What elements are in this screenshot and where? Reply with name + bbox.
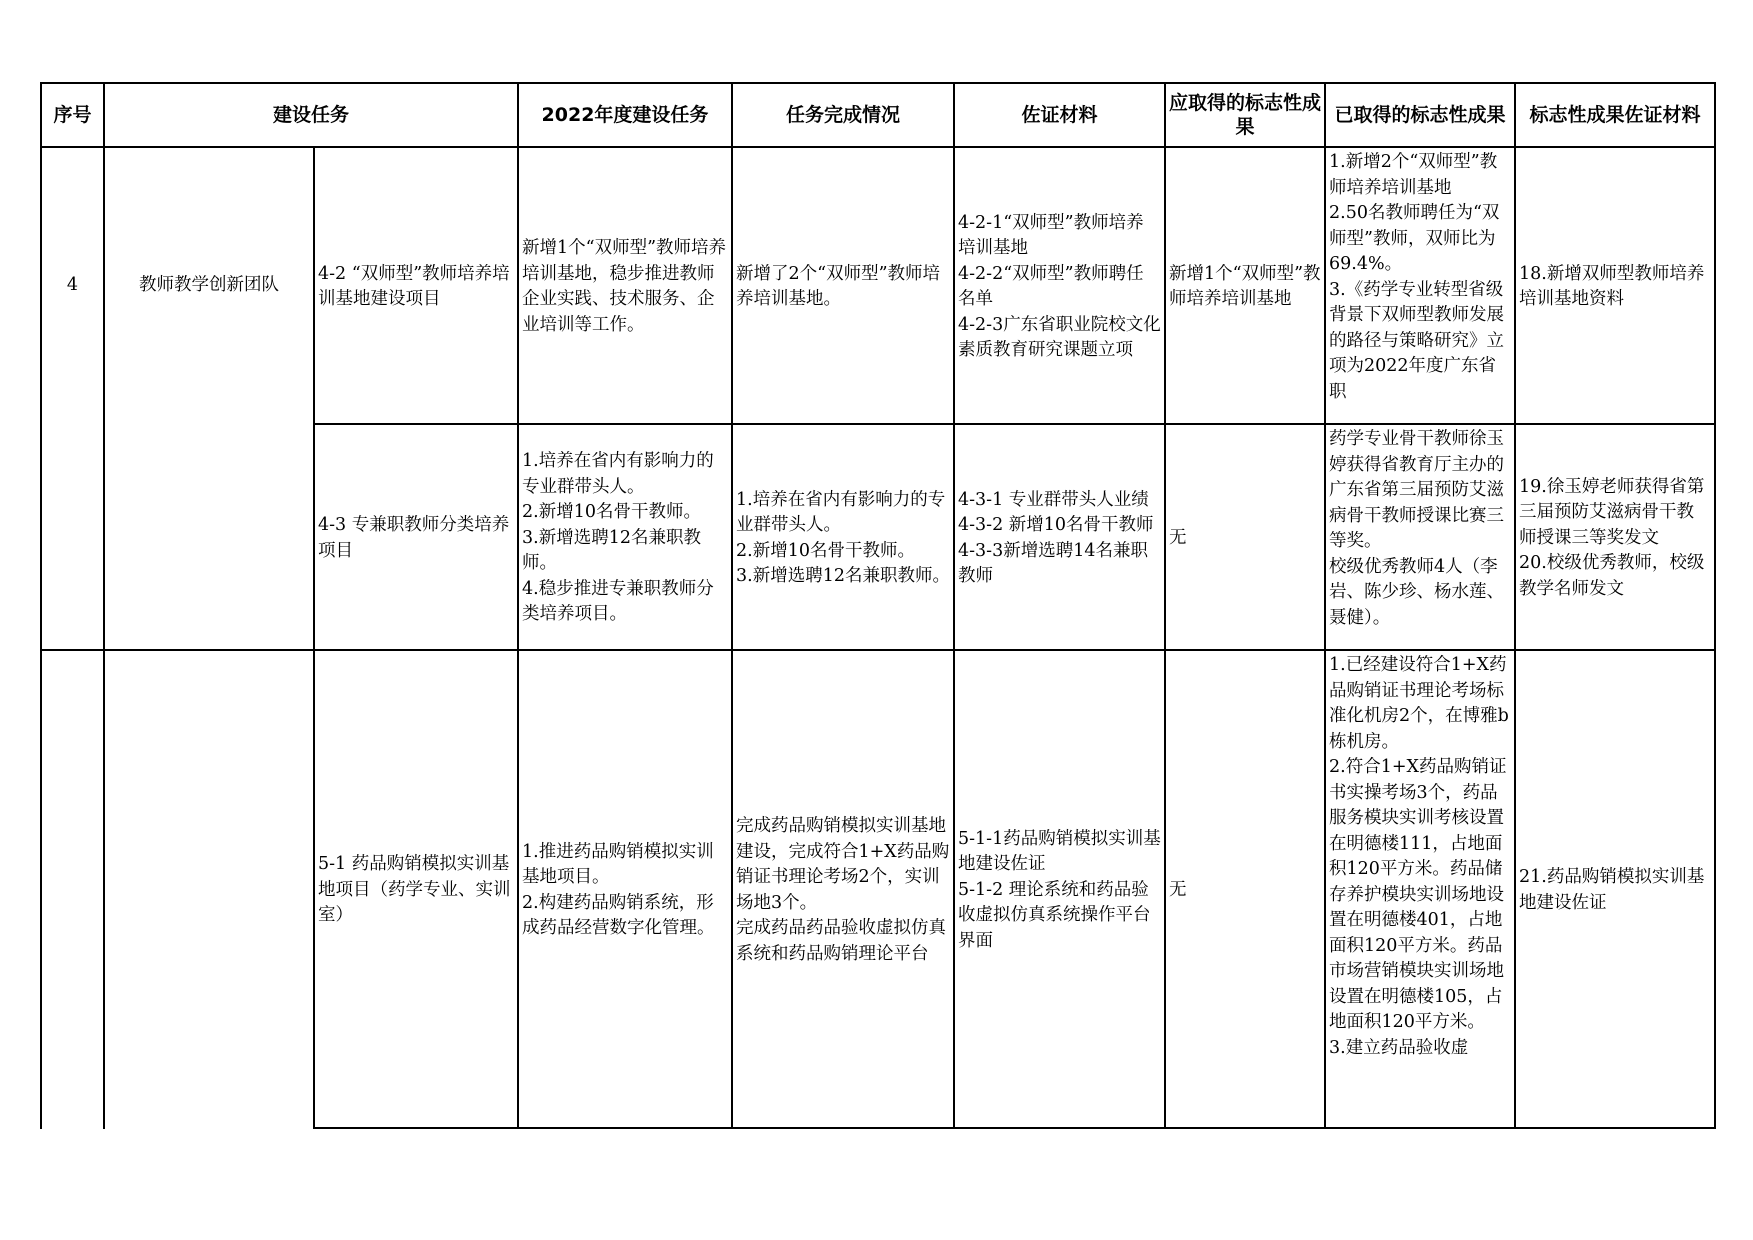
- row-result-evidence: 19.徐玉婷老师获得省第三届预防艾滋病骨干教师授课三等奖发文 20.校级优秀教师，校级教学名师发文: [1519, 476, 1705, 599]
- grid-line: [314, 1127, 1716, 1129]
- grid-line: [1324, 82, 1326, 1129]
- row-subtask: 4-3 专兼职教师分类培养项目: [318, 515, 510, 561]
- header-achieved: 已取得的标志性成果: [1334, 104, 1506, 126]
- row-status: 新增了2个“双师型”教师培养培训基地。: [736, 263, 941, 309]
- grid-line: [314, 423, 1716, 425]
- header-evidence: 佐证材料: [1021, 104, 1098, 126]
- row-category: 教师教学创新团队: [139, 275, 279, 296]
- row-result-evidence: 21.药品购销模拟实训基地建设佐证: [1519, 867, 1705, 913]
- row-expected: 无: [1169, 527, 1187, 548]
- header-2022-task: 2022年度建设任务: [541, 104, 709, 126]
- row-evidence: 4-3-1 专业群带头人业绩 4-3-2 新增10名骨干教师 4-3-3新增选聘14名兼职教师: [958, 489, 1154, 586]
- grid-line: [731, 82, 733, 1129]
- row-index: [41, 651, 104, 1128]
- grid-line: [40, 146, 1716, 148]
- header-status: 任务完成情况: [785, 104, 900, 126]
- header-expected: 应取得的标志性成果: [1169, 92, 1322, 138]
- row-category: [104, 651, 314, 1128]
- grid-line: [40, 82, 1716, 84]
- row-task-2022: 1.培养在省内有影响力的专业群带头人。 2.新增10名骨干教师。 3.新增选聘12名兼职教师。 4.稳步推进专兼职教师分类培养项目。: [522, 451, 714, 625]
- row-evidence: 4-2-1“双师型”教师培养培训基地 4-2-2“双师型”教师聘任名单 4-2-3广东省职业院校文化素质教育研究课题立项: [958, 212, 1161, 360]
- row-achieved: 1.新增2个“双师型”教师培养培训基地 2.50名教师聘任为“双师型”教师，双师比为69.4%。 3.《药学专业转型省级背景下双师型教师发展的路径与策略研究》立项为2022年度广东省职: [1329, 152, 1504, 402]
- row-expected: 新增1个“双师型”教师培养培训基地: [1169, 263, 1321, 309]
- grid-line: [953, 82, 955, 1129]
- grid-line: [1714, 82, 1716, 1129]
- grid-line: [517, 82, 519, 1129]
- row-task-2022: 新增1个“双师型”教师培养培训基地，稳步推进教师企业实践、技术服务、企业培训等工作。: [522, 238, 727, 335]
- grid-line: [103, 82, 105, 1129]
- grid-line: [1514, 82, 1516, 1129]
- row-subtask: 4-2 “双师型”教师培养培训基地建设项目: [318, 263, 510, 309]
- grid-line: [40, 649, 1716, 651]
- row-achieved: 药学专业骨干教师徐玉婷获得省教育厅主办的广东省第三届预防艾滋病骨干教师授课比赛三等奖。 校级优秀教师4人（李岩、陈少珍、杨水莲、聂健）。: [1329, 429, 1504, 628]
- grid-line: [313, 146, 315, 1129]
- row-task-2022: 1.推进药品购销模拟实训基地项目。 2.构建药品购销系统，形成药品经营数字化管理。: [522, 841, 715, 938]
- header-result-evidence: 标志性成果佐证材料: [1529, 104, 1701, 126]
- header-index: 序号: [53, 104, 92, 126]
- row-expected: 无: [1169, 879, 1187, 900]
- row-result-evidence: 18.新增双师型教师培养培训基地资料: [1519, 263, 1705, 309]
- row-evidence: 5-1-1药品购销模拟实训基地建设佐证 5-1-2 理论系统和药品验收虚拟仿真系统操作平台界面: [958, 828, 1161, 951]
- header-task: 建设任务: [272, 104, 349, 126]
- row-index: 4: [66, 275, 79, 296]
- row-status: 1.培养在省内有影响力的专业群带头人。 2.新增10名骨干教师。 3.新增选聘12名兼职教师。: [736, 489, 950, 586]
- row-achieved: 1.已经建设符合1+X药品购销证书理论考场标准化机房2个，在博雅b栋机房。 2.符合1+X药品购销证书实操考场3个，药品服务模块实训考核设置在明德楼111，占地面积120平方米。药品储存养护模块实训场地设置在明德楼401，占地面积120平方米。药品市场营销模块实训场地设置在明德楼105，占地面积120平方米。 3.建立药品验收虚: [1329, 655, 1509, 1058]
- grid-line: [1164, 82, 1166, 1129]
- row-status: 完成药品购销模拟实训基地建设，完成符合1+X药品购销证书理论考场2个，实训场地3个。 完成药品药品验收虚拟仿真系统和药品购销理论平台: [736, 816, 950, 964]
- grid-line: [40, 82, 42, 1129]
- row-subtask: 5-1 药品购销模拟实训基地项目（药学专业、实训室）: [318, 854, 511, 926]
